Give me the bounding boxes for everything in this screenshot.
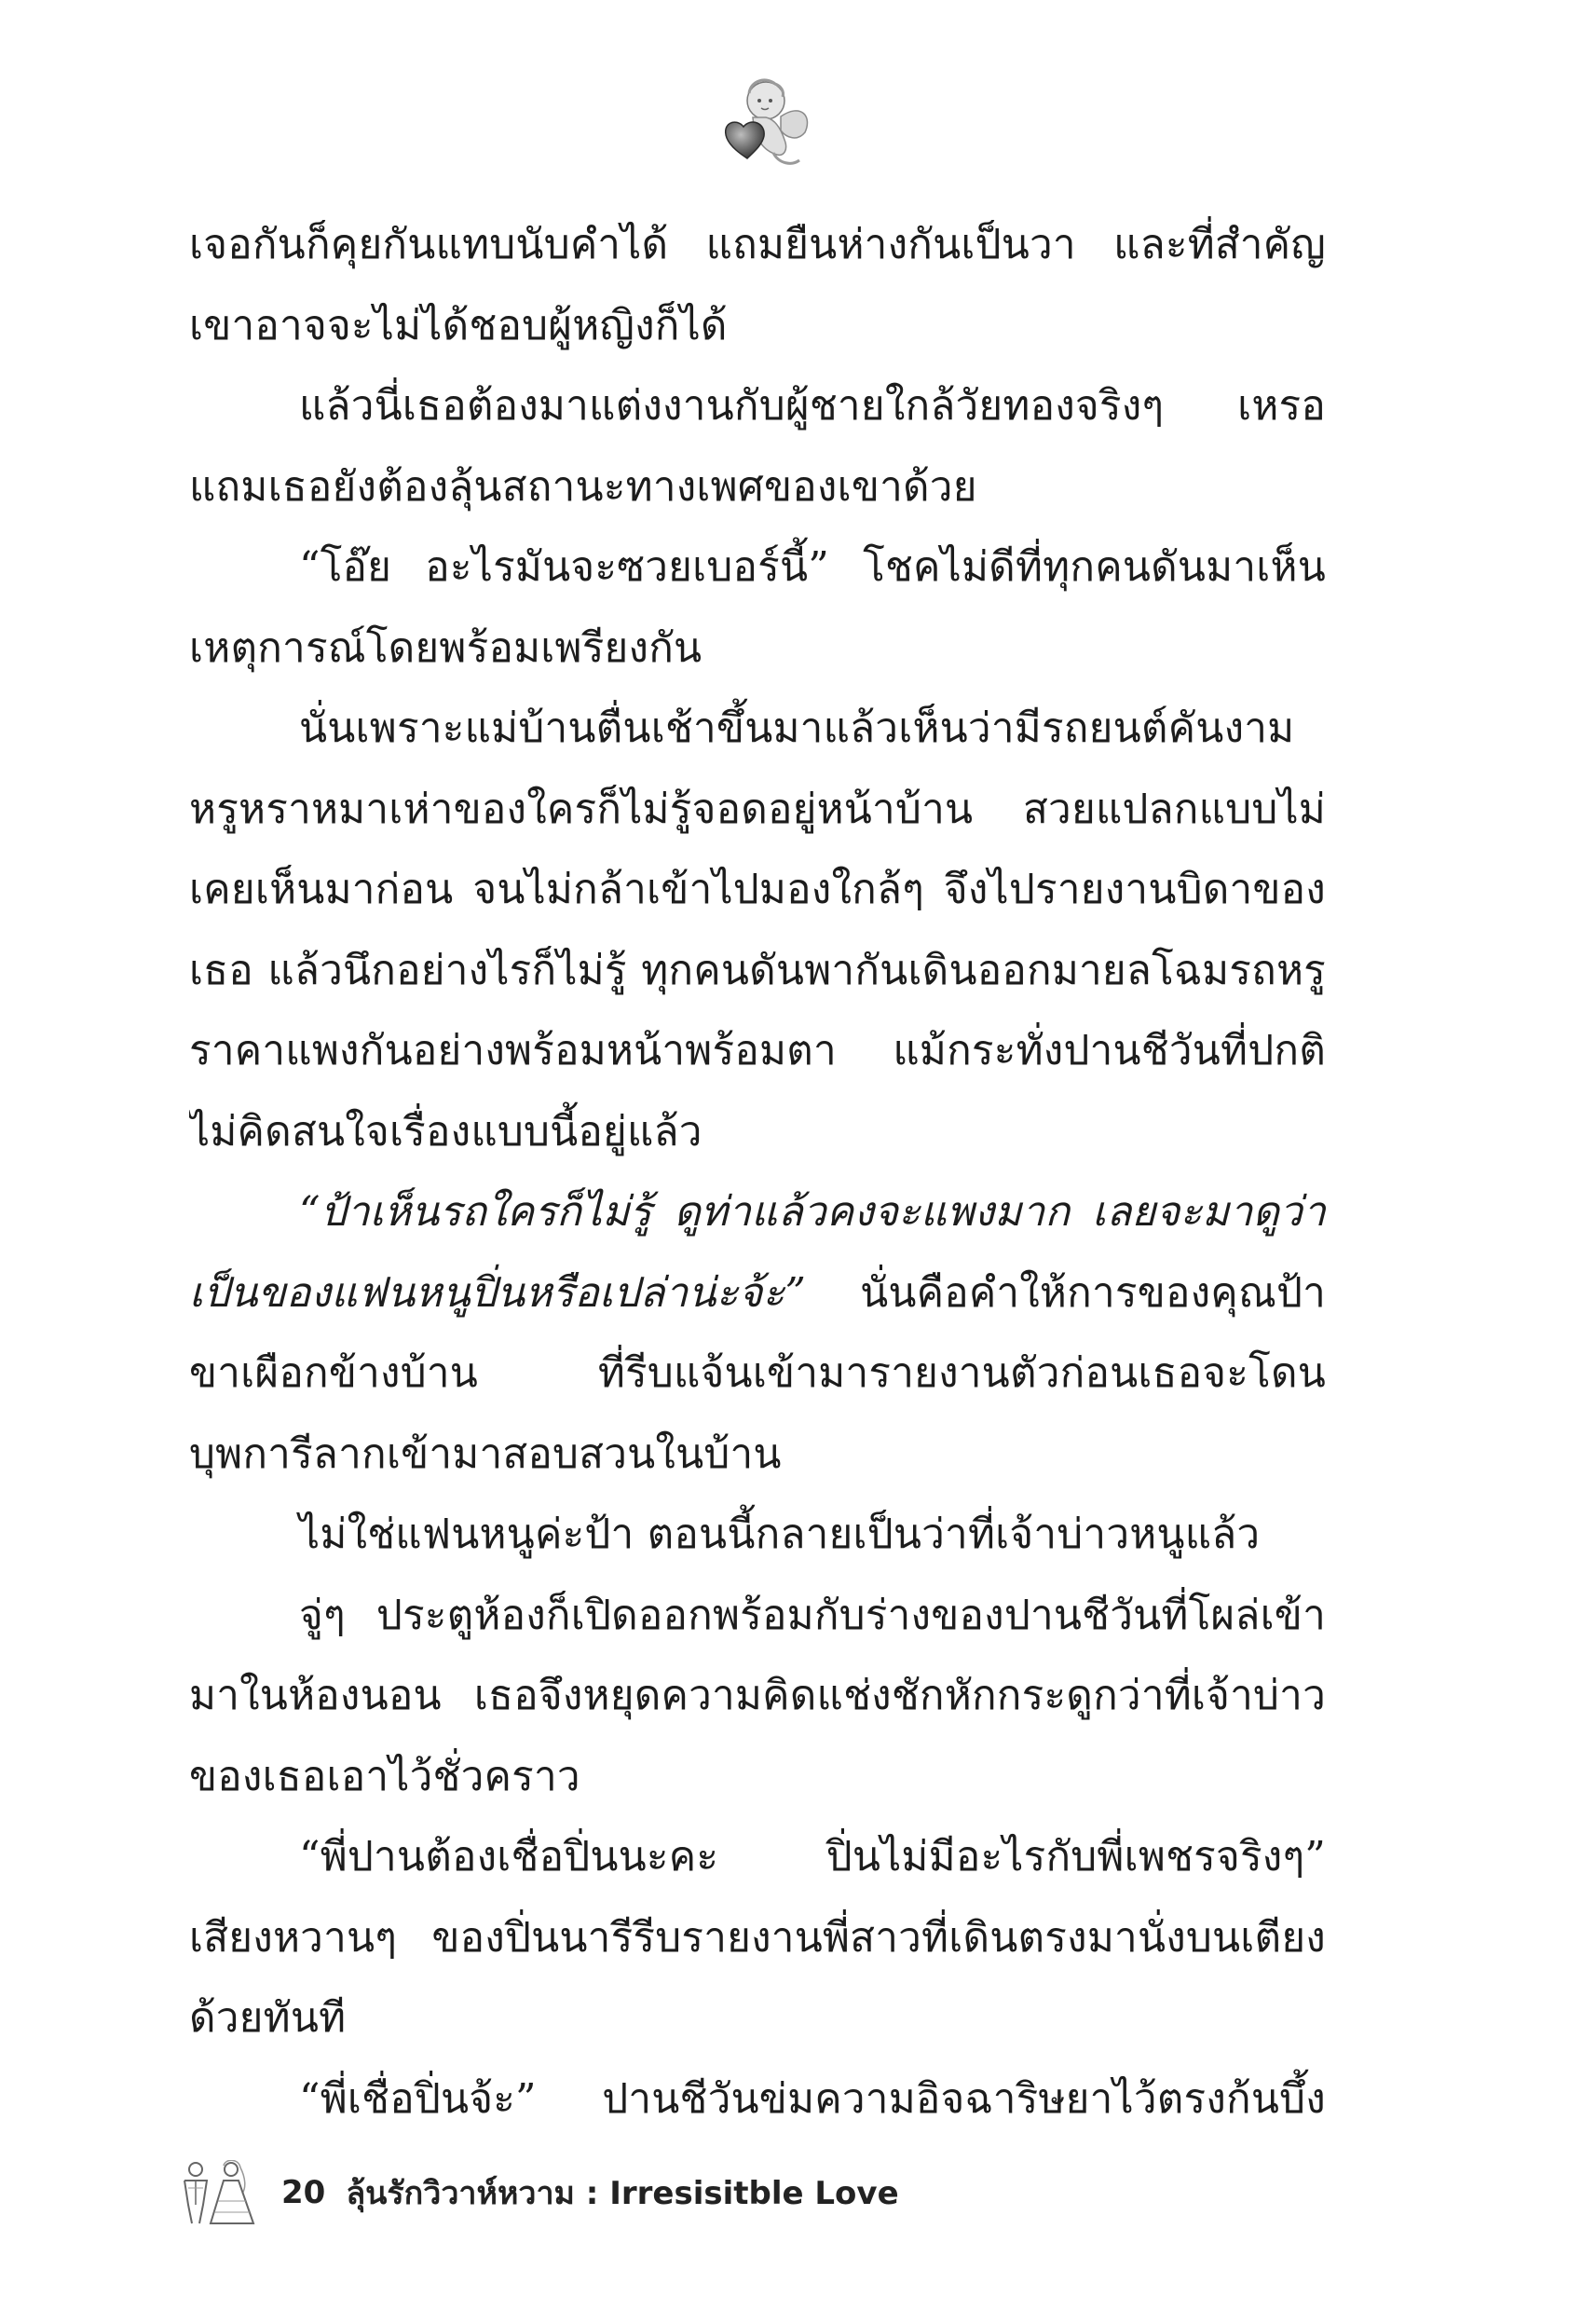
paragraph [189,1495,1326,1576]
paragraph [189,2059,1326,2144]
paragraph [189,1817,1326,2059]
paragraph [189,527,1326,689]
text-segment: เจอกันก็คุยกันแทบนับคำได้ แถมยืนห่างกันเป็นวา และที่สำคัญเขาอาจจะไม่ได้ชอบผู้หญิงก็ได้ [189,221,1326,349]
running-title: ลุ้นรักวิวาห์หวาม : Irresisitble Love [346,2175,899,2212]
text-segment: “พี่ปานต้องเชื่อปิ่นนะคะ ปิ่นไม่มีอะไรกับพี่เพชรจริงๆ” เสียงหวานๆ ของปิ่นนารีรีบรายงานพี่สาวที่เดินตรงมานั่งบนเตียงด้วยทันที [189,1833,1326,2042]
text-segment: “พี่เชื่อปิ่นจ้ะ” ปานชีวันข่มความอิจฉาริษยาไว้ตรงก้นบึ้ง [299,2074,1326,2123]
paragraph [189,1172,1326,1495]
paragraph [189,366,1326,527]
paragraph [189,205,1326,366]
paragraph [189,689,1326,1172]
text-segment: แล้วนี่เธอต้องมาแต่งงานกับผู้ชายใกล้วัยทองจริงๆ เหรอ แถมเธอยังต้องลุ้นสถานะทางเพศของเขาด้วย [189,382,1326,511]
text-segment: นั่นคือคำให้การของคุณป้าขาเผือกข้างบ้าน ที่รีบแจ้นเข้ามารายงานตัวก่อนเธอจะโดนบุพการีลากเข้ามาสอบสวนในบ้าน [189,1268,1326,1478]
bride-and-groom-icon [168,2160,261,2225]
text-segment: ไม่ใช่แฟนหนูค่ะป้า ตอนนี้กลายเป็นว่าที่เจ้าบ่าวหนูแล้ว [299,1511,1261,1558]
page-number: 20 [281,2174,326,2211]
text-segment: นั่นเพราะแม่บ้านตื่นเช้าขึ้นมาแล้วเห็นว่ามีรถยนต์คันงามหรูหราหมาเห่าของใครก็ไม่รู้จอดอยู่หน้าบ้าน สวยแปลกแบบไม่เคยเห็นมาก่อน จนไม่กล้าเข้าไปมองใกล้ๆ จึงไปรายงานบิดาของเธอ แล้วนึกอย่างไรก็ไม่รู้ ทุกคนดันพากันเดินออกมายลโฉมรถหรูราคาแพงกันอย่างพร้อมหน้าพร้อมตา แม้กระทั่งปานชีวันที่ปกติไม่คิดสนใจเรื่องแบบนี้อยู่แล้ว [189,704,1326,1156]
italic-text-segment: “ป้าเห็นรถใครก็ไม่รู้ ดูท่าแล้วคงจะแพงมาก เลยจะมาดูว่าเป็นของแฟนหนูปิ่นหรือเปล่าน่ะจ้ะ” [189,1188,1326,1317]
page-footer [168,2160,899,2225]
text-segment: “โอ๊ย อะไรมันจะซวยเบอร์นี้” โชคไม่ดีที่ทุกคนดันมาเห็นเหตุการณ์โดยพร้อมเพรียงกัน [189,543,1326,672]
paragraph [189,1576,1326,1818]
body-text [189,205,1326,2143]
cupid-with-heart-icon [708,65,820,177]
text-segment: จู่ๆ ประตูห้องก็เปิดออกพร้อมกับร่างของปานชีวันที่โผล่เข้ามาในห้องนอน เธอจึงหยุดความคิดแช่งชักหักกระดูกว่าที่เจ้าบ่าวของเธอเอาไว้ชั่วคราว [189,1591,1326,1800]
